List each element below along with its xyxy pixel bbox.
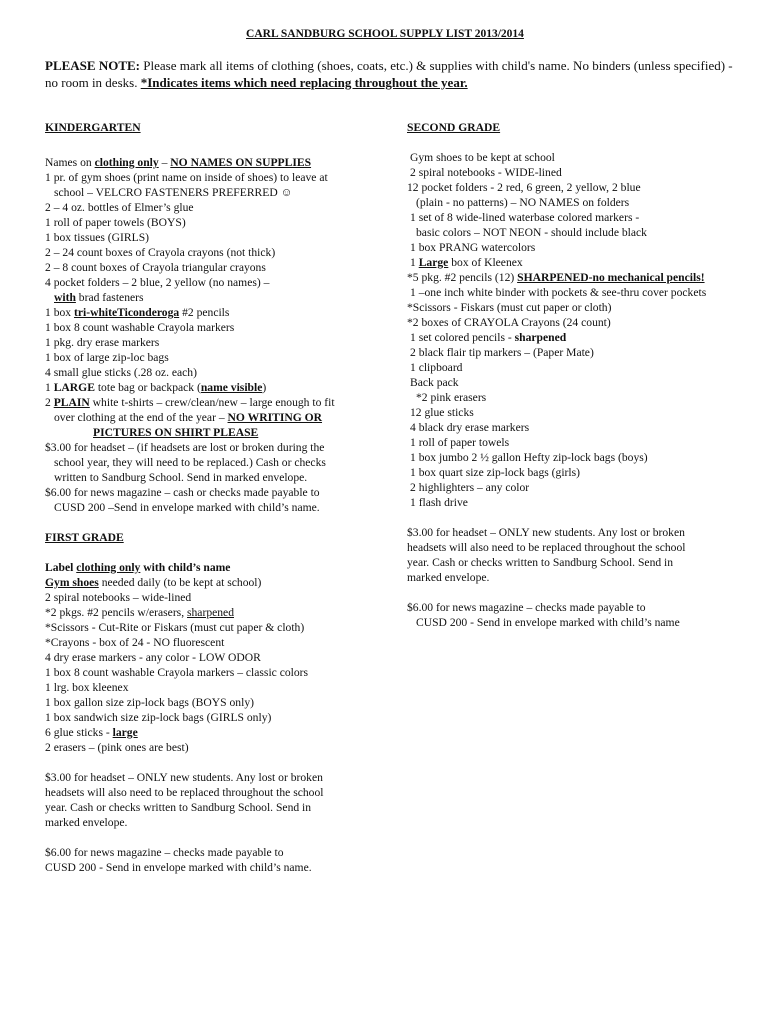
list-item: 12 pocket folders - 2 red, 6 green, 2 yellow, 2 blue [407, 181, 641, 194]
list-item: 1 box gallon size zip-lock bags (BOYS only) [45, 696, 254, 709]
magazine-note: $6.00 for news magazine – checks made payable to [407, 601, 646, 614]
list-item: basic colors – NOT NEON - should include black [416, 226, 647, 239]
list-item: 1 box jumbo 2 ½ gallon Hefty zip-lock bags (boys) [410, 451, 648, 464]
list-item: 1 set colored pencils - sharpened [410, 331, 567, 344]
list-item: Names on clothing only – NO NAMES ON SUPPLIES [45, 156, 312, 169]
list-item: 2 black flair tip markers – (Paper Mate) [410, 346, 594, 359]
second-grade-heading: SECOND GRADE [407, 121, 501, 134]
list-item: 1 roll of paper towels (BOYS) [45, 216, 186, 229]
list-item: 1 clipboard [410, 361, 463, 374]
document-title: CARL SANDBURG SCHOOL SUPPLY LIST 2013/2014 [246, 28, 524, 40]
list-item: 1 box 8 count washable Crayola markers [45, 321, 235, 334]
list-item: 1 LARGE tote bag or backpack (name visible) [45, 381, 267, 394]
list-item: *2 pink erasers [416, 391, 487, 404]
list-item: 2 spiral notebooks – wide-lined [45, 591, 192, 604]
list-item: 6 glue sticks - large [45, 726, 138, 739]
list-item: (plain - no patterns) – NO NAMES on folders [416, 196, 630, 209]
list-item: over clothing at the end of the year – NO WRITING OR [54, 411, 323, 424]
list-item: 2 highlighters – any color [410, 481, 530, 494]
list-item: 2 – 8 count boxes of Crayola triangular crayons [45, 261, 266, 274]
list-item: *5 pkg. #2 pencils (12) SHARPENED-no mechanical pencils! [407, 271, 705, 284]
list-item: 1 box PRANG watercolors [410, 241, 536, 254]
headset-note: headsets will also need to be replaced throughout the school [407, 541, 686, 554]
headset-note: year. Cash or checks written to Sandburg School. Send in [45, 801, 312, 814]
right-column [407, 120, 732, 630]
list-item: 2 spiral notebooks - WIDE-lined [410, 166, 562, 179]
magazine-note: $6.00 for news magazine – cash or checks made payable to [45, 486, 320, 499]
list-item: school – VELCRO FASTENERS PREFERRED ☺ [54, 186, 293, 199]
list-item: Label clothing only with child’s name [45, 561, 231, 574]
list-item: 1 box of large zip-loc bags [45, 351, 169, 364]
first-grade-heading: FIRST GRADE [45, 531, 124, 544]
list-item: 4 black dry erase markers [410, 421, 530, 434]
list-item: 1 roll of paper towels [410, 436, 510, 449]
headset-note: marked envelope. [45, 816, 128, 829]
headset-note: written to Sandburg School. Send in marked envelope. [54, 471, 308, 484]
list-item: 1 set of 8 wide-lined waterbase colored markers - [410, 211, 640, 224]
kindergarten-heading: KINDERGARTEN [45, 121, 141, 134]
headset-note: school year, they will need to be replaced.) Cash or checks [54, 456, 326, 469]
list-item: 1 lrg. box kleenex [45, 681, 129, 694]
headset-note: headsets will also need to be replaced throughout the school [45, 786, 324, 799]
please-note-paragraph [45, 57, 735, 91]
note-emphasis: *Indicates items which need replacing throughout the year. [140, 75, 468, 90]
headset-note: $3.00 for headset – ONLY new students. Any lost or broken [407, 526, 685, 539]
list-item: 2 erasers – (pink ones are best) [45, 741, 189, 754]
list-item: 1 box sandwich size zip-lock bags (GIRLS only) [45, 711, 272, 724]
headset-note: marked envelope. [407, 571, 490, 584]
list-item: 2 PLAIN white t-shirts – crew/clean/new – large enough to fit [45, 396, 335, 409]
list-item: 1 flash drive [410, 496, 468, 509]
magazine-note: CUSD 200 - Send in envelope marked with child’s name. [45, 861, 312, 874]
list-item: *Scissors - Fiskars (must cut paper or cloth) [407, 301, 612, 314]
headset-note: $3.00 for headset – ONLY new students. Any lost or broken [45, 771, 323, 784]
magazine-note: $6.00 for news magazine – checks made payable to [45, 846, 284, 859]
list-item: 1 box tri-whiteTiconderoga #2 pencils [45, 306, 230, 319]
magazine-note: CUSD 200 –Send in envelope marked with child’s name. [54, 501, 320, 514]
list-item: 12 glue sticks [410, 406, 474, 419]
list-item: Back pack [410, 376, 459, 389]
list-item: PICTURES ON SHIRT PLEASE [93, 426, 259, 439]
note-label: PLEASE NOTE: [45, 58, 140, 73]
list-item: 4 small glue sticks (.28 oz. each) [45, 366, 197, 379]
list-item: 1 box 8 count washable Crayola markers – classic colors [45, 666, 309, 679]
list-item: 1 box tissues (GIRLS) [45, 231, 150, 244]
list-item: 1 Large box of Kleenex [410, 256, 523, 269]
list-item: *Scissors - Cut-Rite or Fiskars (must cut paper & cloth) [45, 621, 305, 634]
list-item: 1 pr. of gym shoes (print name on inside of shoes) to leave at [45, 171, 328, 184]
list-item: 4 dry erase markers - any color - LOW ODOR [45, 651, 261, 664]
list-item: *2 pkgs. #2 pencils w/erasers, sharpened [45, 606, 234, 619]
list-item: 4 pocket folders – 2 blue, 2 yellow (no names) – [45, 276, 270, 289]
list-item: 1 –one inch white binder with pockets & see-thru cover pockets [410, 286, 707, 299]
list-item: 1 box quart size zip-lock bags (girls) [410, 466, 580, 479]
headset-note: $3.00 for headset – (if headsets are lost or broken during the [45, 441, 325, 454]
headset-note: year. Cash or checks written to Sandburg School. Send in [407, 556, 674, 569]
left-column [45, 120, 370, 875]
list-item: Gym shoes needed daily (to be kept at school) [45, 576, 262, 589]
list-item: 2 – 24 count boxes of Crayola crayons (not thick) [45, 246, 276, 259]
list-item: 1 pkg. dry erase markers [45, 336, 160, 349]
list-item: *Crayons - box of 24 - NO fluorescent [45, 636, 225, 649]
list-item: 2 – 4 oz. bottles of Elmer’s glue [45, 201, 194, 214]
list-item: Gym shoes to be kept at school [410, 151, 555, 164]
list-item: *2 boxes of CRAYOLA Crayons (24 count) [407, 316, 611, 329]
list-item: with brad fasteners [54, 291, 144, 304]
magazine-note: CUSD 200 - Send in envelope marked with child’s name [416, 616, 680, 629]
note-text: Please mark all items of clothing (shoes, coats, etc.) & supplies with child's name. No binders (unless specified) - no room in desks. [45, 58, 733, 90]
